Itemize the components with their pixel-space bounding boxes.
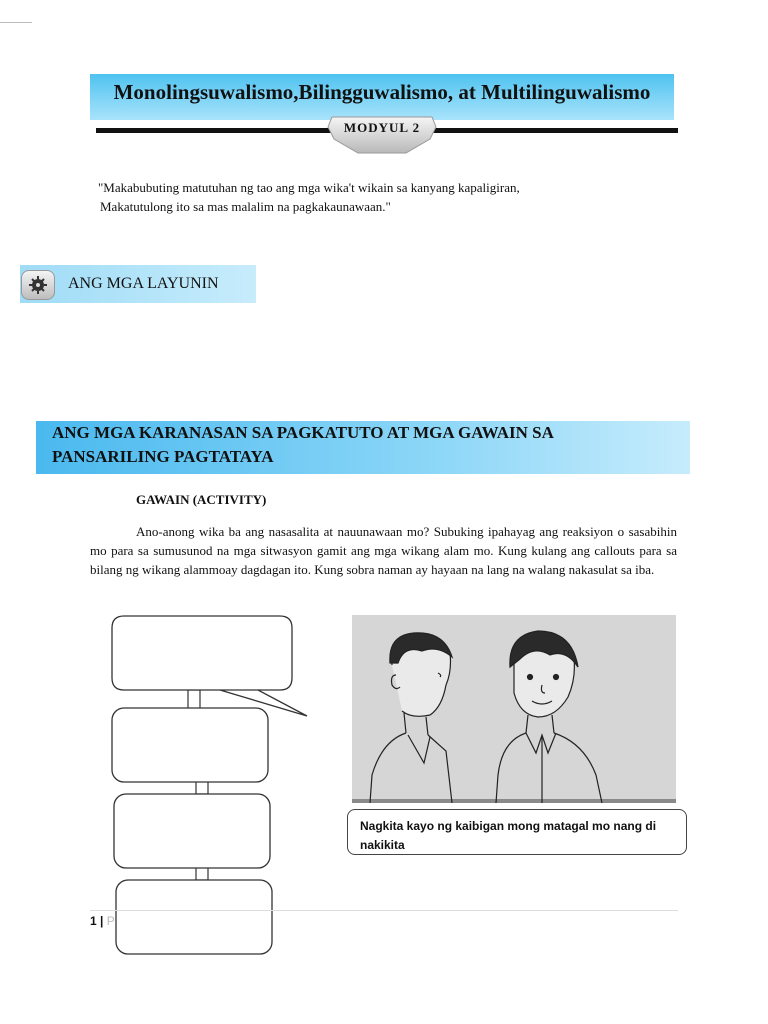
opening-quote <box>98 178 698 216</box>
callout-box-2[interactable] <box>112 708 268 782</box>
quote-line-2: Makatutulong ito sa mas malalim na pagkakaunawaan." <box>100 199 391 214</box>
footer-rule <box>90 910 678 911</box>
callout-box-4[interactable] <box>116 880 272 954</box>
karanasan-heading <box>52 421 682 469</box>
two-boys-illustration <box>352 615 676 803</box>
page-number <box>90 914 115 928</box>
page-number-separator: | <box>100 914 104 928</box>
corner-rule <box>0 22 32 23</box>
karanasan-line-2: PANSARILING PAGTATAYA <box>52 447 274 466</box>
module-label: MODYUL 2 <box>343 120 421 135</box>
brain-gear-icon <box>21 270 55 300</box>
callout-box-1[interactable] <box>112 616 307 716</box>
activity-instructions: Ano-anong wika ba ang nasasalita at nauunawaan mo? Subuking ipahayag ang reaksiyon o sasabihin mo para sa sumusunod na mga sitwasyon gamit ang mga wikang alam mo. Kung kulang ang callouts para sa bilang ng wikang alammoay dagdagan ito. Kung sobra naman ay hayaan na lang na walang nakasulat sa iba. <box>90 524 677 577</box>
illustration-caption: Nagkita kayo ng kaibigan mong matagal mo nang di nakikita <box>360 819 657 852</box>
karanasan-line-1: ANG MGA KARANASAN SA PAGKATUTO AT MGA GAWAIN SA <box>52 423 554 442</box>
gawain-heading: GAWAIN (ACTIVITY) <box>136 492 267 507</box>
page-number-trailing: P <box>106 914 115 928</box>
page-number-value: 1 <box>90 914 97 928</box>
quote-line-1: "Makabubuting matutuhan ng tao ang mga wika't wikain sa kanyang kapaligiran, <box>98 180 520 195</box>
callout-box-3[interactable] <box>114 794 270 868</box>
page-title: Monolingsuwalismo,Bilingguwalismo, at Multilinguwalismo <box>113 80 651 104</box>
layunin-heading: ANG MGA LAYUNIN <box>68 275 219 292</box>
